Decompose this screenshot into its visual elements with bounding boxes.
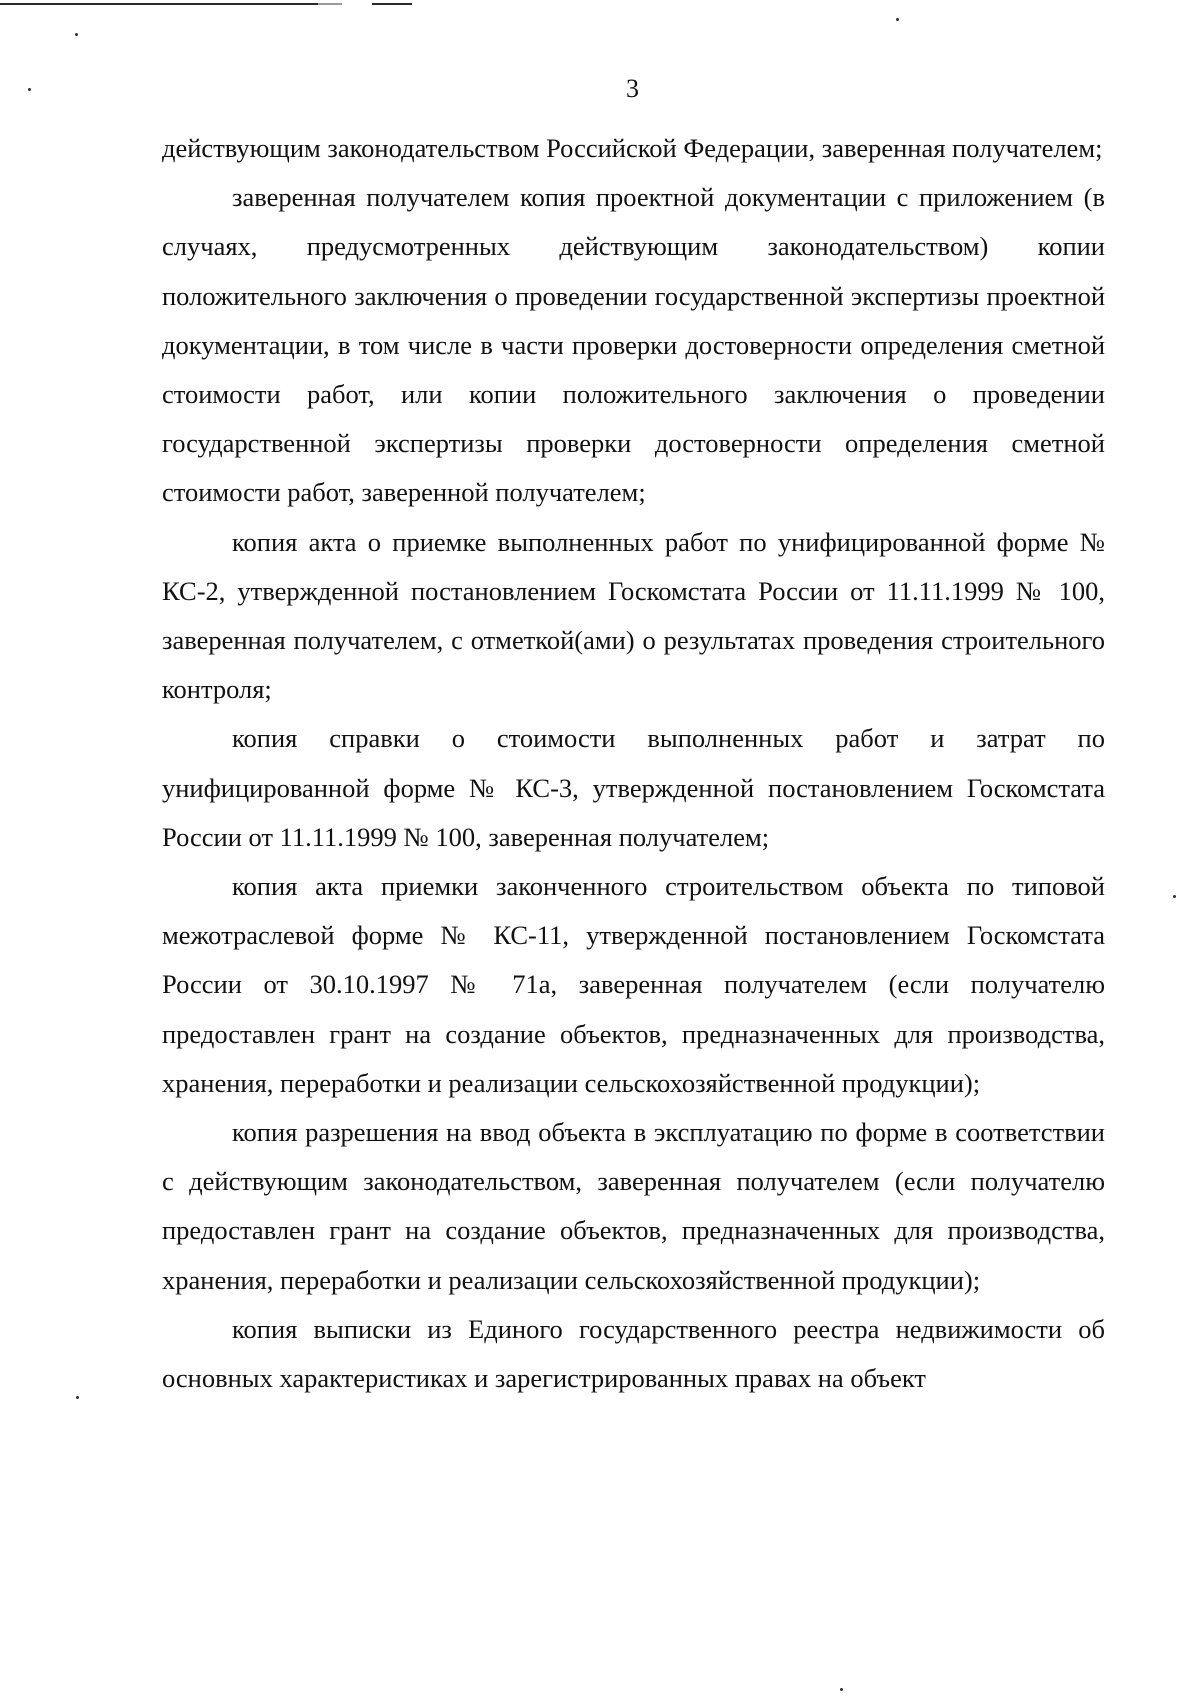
paragraph: копия акта приемки законченного строительством объекта по типовой межотраслевой форме № КС-11, утвержденной постановлением Госкомстата России от 30.10.1997 № 71а, заверенная получателем (если получателю предоставлен грант на создание объектов, предназначенных для производства, хранения, переработки и реализации сельскохозяйственной продукции);	[162, 871, 1105, 1098]
scan-edge-rule	[318, 3, 342, 5]
paragraph: копия акта о приемке выполненных работ по унифицированной форме № КС-2, утвержденной постановлением Госкомстата России от 11.11.1999 № 100, заверенная получателем, с отметкой(ами) о результатах проведения строительного контроля;	[162, 526, 1105, 705]
paragraph: заверенная получателем копия проектной документации с приложением (в случаях, предусмотренных действующим законодательством) копии положительного заключения о проведении государственной экспертизы проектной документации, в том числе в части проверки достоверности определения сметной стоимости работ, или копии положительного заключения о проведении государственной экспертизы проверки достоверности определения сметной стоимости работ, заверенной получателем;	[162, 182, 1105, 508]
body-text	[162, 124, 1105, 1403]
scan-speck	[840, 1688, 843, 1691]
paragraph: копия выписки из Единого государственного реестра недвижимости об основных характеристиках и зарегистрированных правах на объект	[162, 1313, 1105, 1394]
scan-speck	[1173, 895, 1176, 898]
scan-speck	[76, 1396, 79, 1399]
scan-edge-rule	[372, 3, 412, 5]
scan-edge-rule	[0, 3, 318, 5]
paragraph: копия справки о стоимости выполненных работ и затрат по унифицированной форме № КС-3, утвержденной постановлением Госкомстата России от 11.11.1999 № 100, заверенная получателем;	[162, 723, 1105, 852]
scan-speck	[896, 18, 899, 21]
paragraph: действующим законодательством Российской Федерации, заверенная получателем;	[162, 133, 1103, 163]
page-number: 3	[626, 74, 639, 103]
scan-speck	[75, 33, 78, 36]
paragraph: копия разрешения на ввод объекта в эксплуатацию по форме в соответствии с действующим законодательством, заверенная получателем (если получателю предоставлен грант на создание объектов, предназначенных для производства, хранения, переработки и реализации сельскохозяйственной продукции);	[162, 1117, 1105, 1295]
